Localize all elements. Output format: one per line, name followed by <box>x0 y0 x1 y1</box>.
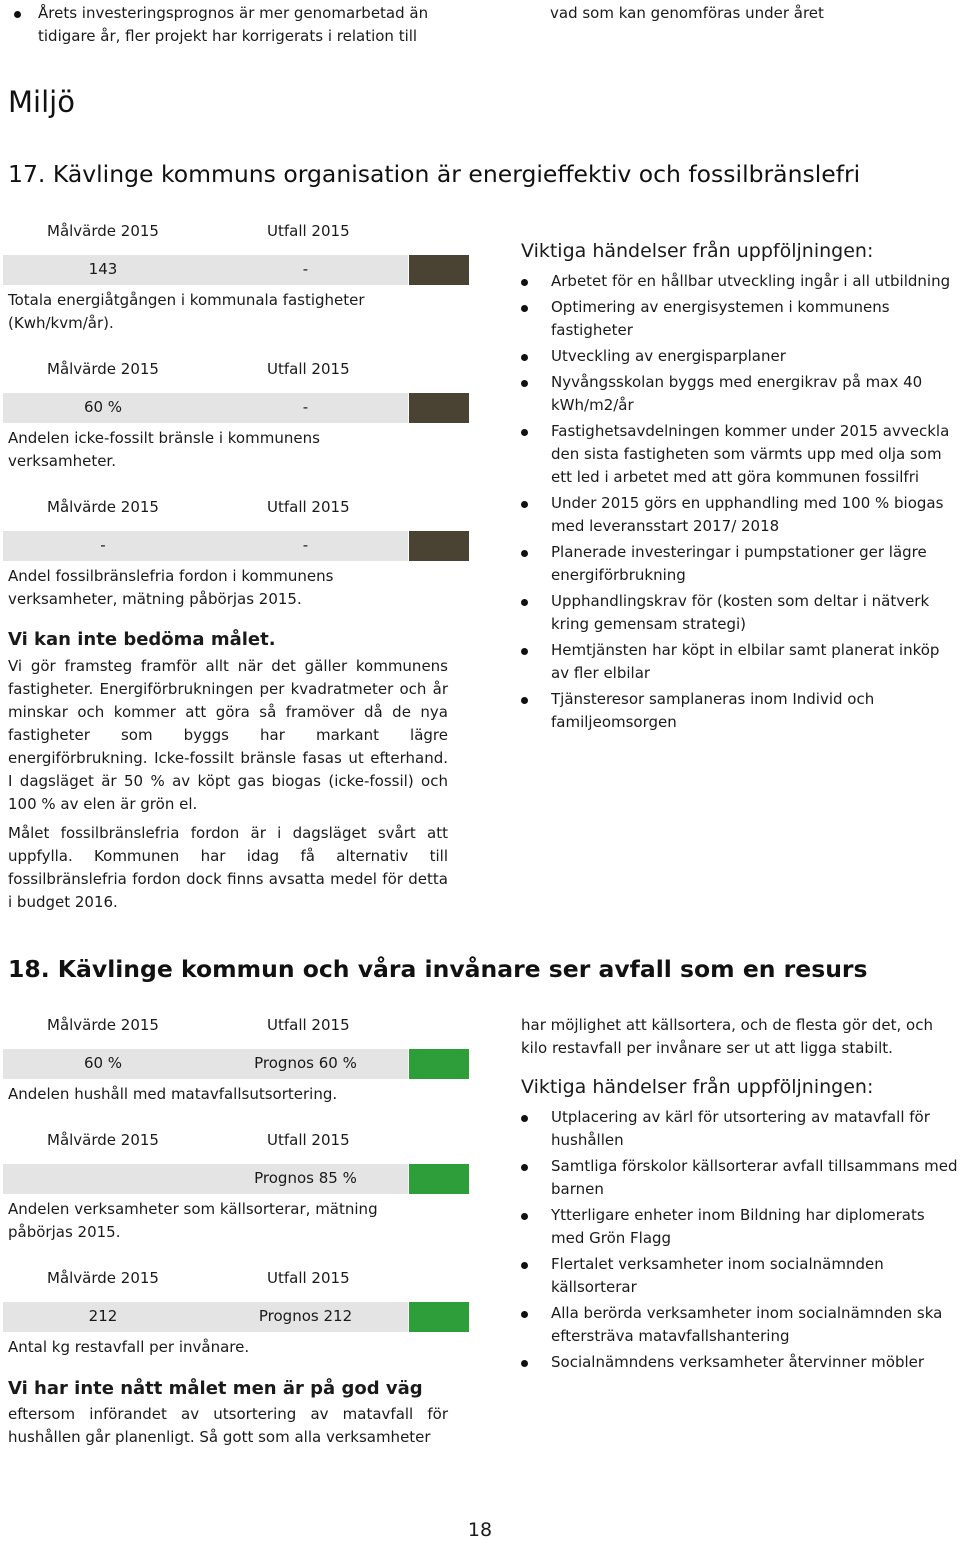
assessment-paragraph: Vi gör framsteg framför allt när det gäller kommunens fastigheter. Energiförbrukningen per kvadratmeter och år minskar och kommer att göra så framöver då de nya fastigheter som byggs har markant lägre energiförbrukning. Icke-fossilt bränsle fasas ut efterhand. I dagsläget är 50 % av köpt gas biogas (icke-fossil) och 100 % av elen är grön el. <box>8 657 448 813</box>
event-item: Socialnämndens verksamheter återvinner möbler <box>521 1351 960 1374</box>
goal-18-title: 18. Kävlinge kommun och våra invånare ser avfall som en resurs <box>8 955 868 983</box>
carryover-bullet-text: Årets investeringsprognos är mer genomarbetad än tidigare år, fler projekt har korrigerats i relation till <box>0 2 460 48</box>
metric-description: Andelen icke-fossilt bränsle i kommunens verksamheter. <box>8 429 320 470</box>
goal-17-title: 17. Kävlinge kommuns organisation är energieffektiv och fossilbränslefri <box>8 160 861 188</box>
metric-description: Andelen verksamheter som källsorterar, mätning påbörjas 2015. <box>8 1200 378 1241</box>
goal-18-metric-1 <box>0 1016 470 1106</box>
page-number: 18 <box>467 1519 493 1541</box>
metric-description: Andelen hushåll med matavfallsutsortering. <box>8 1085 338 1103</box>
target-value: 143 <box>88 260 118 278</box>
event-item: Upphandlingskrav för (kosten som deltar i nätverk kring gemensam strategi) <box>521 590 960 636</box>
metric-description: Antal kg restavfall per invånare. <box>8 1338 250 1356</box>
status-indicator <box>409 393 469 423</box>
outcome-label: Utfall 2015 <box>267 1269 350 1287</box>
carryover-bullet <box>0 2 460 48</box>
goal-18-right-intro: har möjlighet att källsortera, och de flesta gör det, och kilo restavfall per invånare ser ut att ligga stabilt. <box>521 1016 933 1057</box>
status-indicator <box>409 1049 469 1079</box>
target-label: Målvärde 2015 <box>47 222 159 240</box>
event-item: Optimering av energisystemen i kommunens fastigheter <box>521 296 960 342</box>
outcome-value: Prognos 60 % <box>254 1054 357 1072</box>
target-value: 60 % <box>83 1054 123 1072</box>
assessment-paragraph: eftersom införandet av utsortering av matavfall för hushållen går planenligt. Så gott som alla verksamheter <box>8 1405 448 1446</box>
goal-17-assessment <box>8 655 448 920</box>
event-item: Alla berörda verksamheter inom socialnämnden ska eftersträva matavfallshantering <box>521 1302 960 1348</box>
target-value: - <box>100 536 106 554</box>
event-item: Under 2015 görs en upphandling med 100 % biogas med leveransstart 2017/ 2018 <box>521 492 960 538</box>
event-item: Utveckling av energisparplaner <box>521 345 960 368</box>
outcome-label: Utfall 2015 <box>267 1016 350 1034</box>
event-item: Flertalet verksamheter inom socialnämnden källsorterar <box>521 1253 960 1299</box>
event-item: Arbetet för en hållbar utveckling ingår i all utbildning <box>521 270 960 293</box>
goal-17-metric-3 <box>0 498 470 611</box>
target-value: 212 <box>88 1307 118 1325</box>
outcome-value: - <box>302 536 309 554</box>
goal-17-events <box>521 238 960 737</box>
goal-17-assessment-title: Vi kan inte bedöma målet. <box>8 629 276 650</box>
goal-18-metric-3 <box>0 1269 470 1359</box>
outcome-label: Utfall 2015 <box>267 498 350 516</box>
outcome-value: - <box>302 398 309 416</box>
assessment-paragraph: Målet fossilbränslefria fordon är i dagsläget svårt att uppfylla. Kommunen har idag få alternativ till fossilbränslefria fordon dock finns avsatta medel för detta i budget 2016. <box>8 824 448 911</box>
event-item: Fastighetsavdelningen kommer under 2015 avveckla den sista fastigheten som värmts upp med olja som ett led i arbetet med att göra kommunen fossilfri <box>521 420 960 489</box>
target-label: Målvärde 2015 <box>47 360 159 378</box>
outcome-value: Prognos 212 <box>258 1307 353 1325</box>
section-heading: Miljö <box>8 85 75 119</box>
target-label: Målvärde 2015 <box>47 498 159 516</box>
status-indicator <box>409 531 469 561</box>
status-indicator <box>409 255 469 285</box>
goal-18-metric-2 <box>0 1131 470 1244</box>
goal-18-events <box>521 1014 960 1377</box>
event-item: Planerade investeringar i pumpstationer ger lägre energiförbrukning <box>521 541 960 587</box>
metric-description: Andel fossilbränslefria fordon i kommunens verksamheter, mätning påbörjas 2015. <box>8 567 334 608</box>
outcome-label: Utfall 2015 <box>267 222 350 240</box>
status-indicator <box>409 1164 469 1194</box>
metric-description: Totala energiåtgången i kommunala fastigheter (Kwh/kvm/år). <box>8 291 365 332</box>
target-value: 60 % <box>83 398 123 416</box>
status-indicator <box>409 1302 469 1332</box>
outcome-value: - <box>302 260 309 278</box>
event-item: Utplacering av kärl för utsortering av matavfall för hushållen <box>521 1106 960 1152</box>
event-item: Samtliga förskolor källsorterar avfall tillsammans med barnen <box>521 1155 960 1201</box>
target-label: Målvärde 2015 <box>47 1131 159 1149</box>
goal-17-metric-1 <box>0 222 470 335</box>
goal-18-assessment <box>8 1403 448 1455</box>
outcome-label: Utfall 2015 <box>267 1131 350 1149</box>
event-item: Tjänsteresor samplaneras inom Individ och familjeomsorgen <box>521 688 960 734</box>
carryover-right-text: vad som kan genomföras under året <box>550 4 824 22</box>
goal-18-assessment-title: Vi har inte nått målet men är på god väg <box>8 1378 423 1399</box>
goal-17-metric-2 <box>0 360 470 473</box>
target-label: Målvärde 2015 <box>47 1016 159 1034</box>
event-item: Nyvångsskolan byggs med energikrav på max 40 kWh/m2/år <box>521 371 960 417</box>
target-label: Målvärde 2015 <box>47 1269 159 1287</box>
event-item: Ytterligare enheter inom Bildning har diplomerats med Grön Flagg <box>521 1204 960 1250</box>
events-title: Viktiga händelser från uppföljningen: <box>521 1076 874 1098</box>
event-item: Hemtjänsten har köpt in elbilar samt planerat inköp av fler elbilar <box>521 639 960 685</box>
events-title: Viktiga händelser från uppföljningen: <box>521 240 874 262</box>
outcome-label: Utfall 2015 <box>267 360 350 378</box>
outcome-value: Prognos 85 % <box>254 1169 357 1187</box>
